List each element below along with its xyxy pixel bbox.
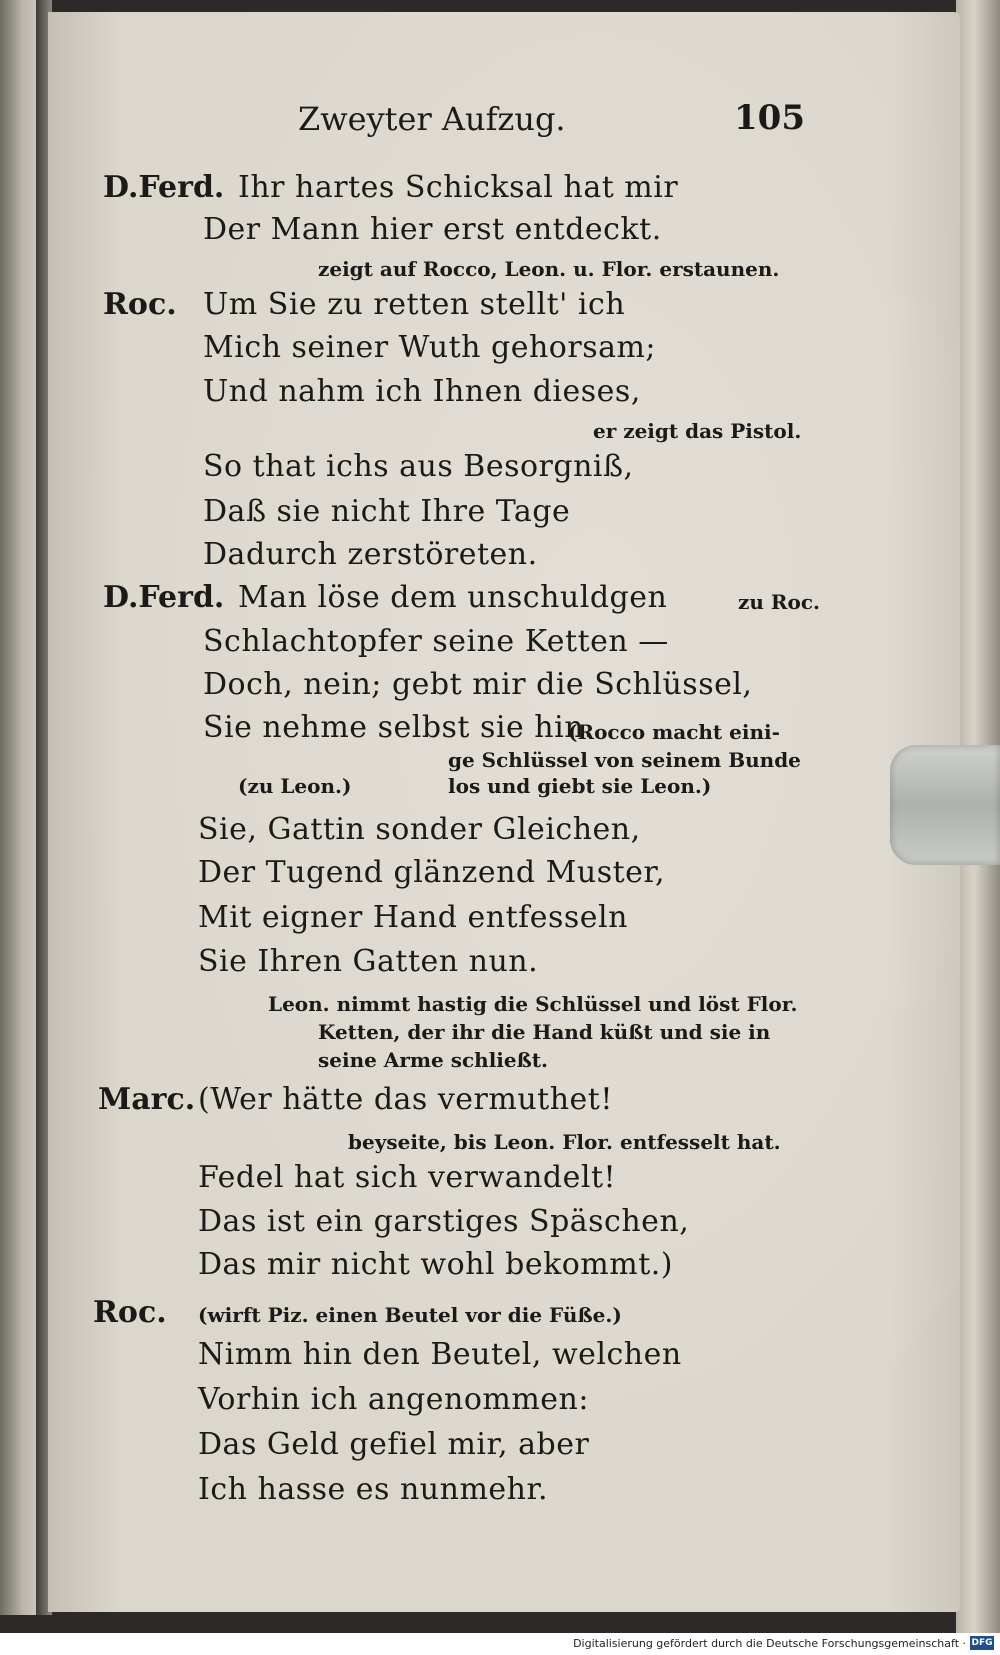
running-header: Zweyter Aufzug. [298,100,566,138]
verse-line: So that ichs aus Besorgniß, [203,449,634,484]
dfg-logo: DFG [971,1638,993,1648]
verse-line: Ihr hartes Schicksal hat mir [238,170,679,205]
verse-line: Sie Ihren Gatten nun. [198,944,539,979]
verse-line: Vorhin ich angenommen: [198,1382,589,1417]
verse-line: Der Tugend glänzend Muster, [198,855,665,890]
speaker-label: D.Ferd. [103,580,225,615]
verse-line: Schlachtopfer seine Ketten — [203,624,669,659]
verse-line: Man löse dem unschuldgen [238,580,668,615]
speaker-label: Roc. [93,1295,167,1330]
verse-line: Das Geld gefiel mir, aber [198,1427,590,1462]
stage-direction: Leon. nimmt hastig die Schlüssel und löst Flor. [268,992,798,1016]
book-page [48,12,960,1612]
stage-direction: (wirft Piz. einen Beutel vor die Füße.) [198,1303,622,1327]
page-number: 105 [734,98,805,138]
verse-line: Der Mann hier erst entdeckt. [203,212,662,247]
verse-line: Nimm hin den Beutel, welchen [198,1337,682,1372]
verse-line: Das mir nicht wohl bekommt.) [198,1247,674,1282]
verse-line: Das ist ein garstiges Späschen, [198,1204,690,1239]
verse-line: Dadurch zerstöreten. [203,537,538,572]
stage-direction: Ketten, der ihr die Hand küßt und sie in [318,1020,771,1044]
speaker-label: D.Ferd. [103,170,225,205]
stage-direction: los und giebt sie Leon.) [448,774,712,798]
book-clip [890,745,1000,865]
stage-direction: zeigt auf Rocco, Leon. u. Flor. erstaunen. [318,257,780,281]
verse-line: Ich hasse es nunmehr. [198,1472,549,1507]
stage-direction: seine Arme schließt. [318,1048,549,1072]
stage-direction: beyseite, bis Leon. Flor. entfesselt hat. [348,1130,781,1154]
verse-line: Fedel hat sich verwandelt! [198,1160,617,1195]
stage-direction: ge Schlüssel von seinem Bunde [448,748,801,772]
verse-line: Mit eigner Hand entfesseln [198,900,628,935]
stage-direction: (zu Leon.) [238,774,352,798]
verse-line: Daß sie nicht Ihre Tage [203,494,571,529]
verse-line: (Wer hätte das vermuthet! [198,1082,613,1117]
stage-direction: er zeigt das Pistol. [593,419,802,443]
speaker-label: Roc. [103,287,177,322]
verse-line: Sie, Gattin sonder Gleichen, [198,812,641,847]
verse-line: Sie nehme selbst sie hin. [203,710,595,745]
speaker-label: Marc. [98,1082,196,1117]
verse-line: Um Sie zu retten stellt' ich [203,287,626,322]
verse-line: Doch, nein; gebt mir die Schlüssel, [203,667,753,702]
funding-credit: Digitalisierung gefördert durch die Deutsche Forschungsgemeinschaft · [573,1637,966,1650]
verse-line: Und nahm ich Ihnen dieses, [203,374,641,409]
facing-page-edge [0,0,40,1615]
stage-direction: zu Roc. [738,590,820,614]
verse-line: Mich seiner Wuth gehorsam; [203,330,657,365]
stage-direction: (Rocco macht eini- [568,720,780,744]
